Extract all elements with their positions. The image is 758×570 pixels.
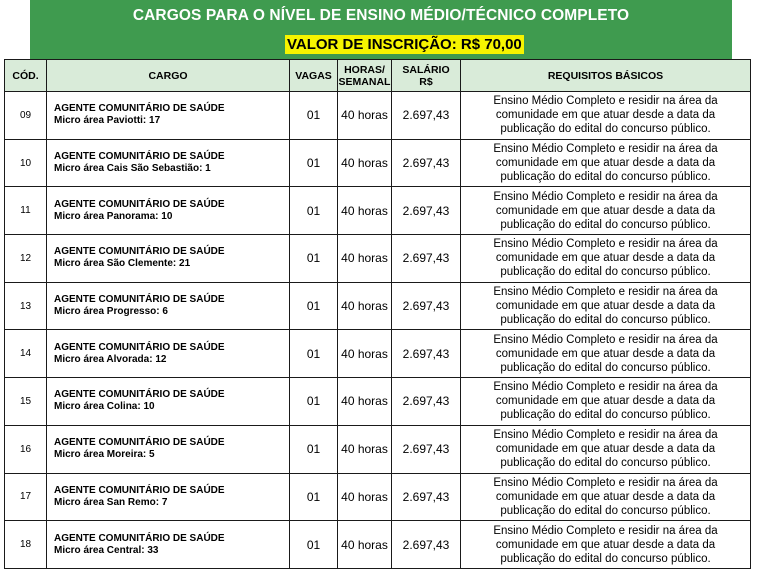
cargo-title: AGENTE COMUNITÁRIO DE SAÚDE bbox=[54, 484, 225, 496]
cell-horas: 40 horas bbox=[338, 139, 392, 187]
requisito-line: Ensino Médio Completo e residir na área da bbox=[493, 190, 718, 203]
requisito-line: Ensino Médio Completo e residir na área da bbox=[493, 95, 718, 108]
requisito-line: publicação do edital do concurso público. bbox=[500, 457, 711, 470]
requisito-line: publicação do edital do concurso público. bbox=[500, 171, 711, 184]
cell-cod: 12 bbox=[5, 235, 47, 283]
cargo-micro-area: Micro área Moreira: 5 bbox=[54, 449, 155, 461]
cell-salario: 2.697,43 bbox=[392, 92, 461, 140]
cargo-micro-area: Micro área Alvorada: 12 bbox=[54, 353, 167, 365]
table-row bbox=[5, 187, 751, 235]
cell-salario: 2.697,43 bbox=[392, 330, 461, 378]
cell-cod: 15 bbox=[5, 378, 47, 426]
requisito-line: Ensino Médio Completo e residir na área da bbox=[493, 429, 718, 442]
cell-horas: 40 horas bbox=[338, 92, 392, 140]
cell-salario: 2.697,43 bbox=[392, 425, 461, 473]
requisito-line: Ensino Médio Completo e residir na área da bbox=[493, 524, 718, 537]
cell-cargo bbox=[47, 425, 290, 473]
cell-vagas: 01 bbox=[290, 282, 338, 330]
requisito-line: Ensino Médio Completo e residir na área da bbox=[493, 143, 718, 156]
cargo-title: AGENTE COMUNITÁRIO DE SAÚDE bbox=[54, 246, 225, 258]
cell-requisitos bbox=[461, 378, 751, 426]
cell-salario: 2.697,43 bbox=[392, 282, 461, 330]
cell-horas: 40 horas bbox=[338, 235, 392, 283]
cell-requisitos bbox=[461, 521, 751, 569]
cell-salario: 2.697,43 bbox=[392, 235, 461, 283]
cell-vagas: 01 bbox=[290, 187, 338, 235]
col-header-cod: CÓD. bbox=[5, 60, 47, 92]
cargo-title: AGENTE COMUNITÁRIO DE SAÚDE bbox=[54, 389, 225, 401]
cell-cargo bbox=[47, 378, 290, 426]
cell-vagas: 01 bbox=[290, 473, 338, 521]
cell-cargo bbox=[47, 521, 290, 569]
cell-cod: 18 bbox=[5, 521, 47, 569]
cell-vagas: 01 bbox=[290, 235, 338, 283]
cargo-title: AGENTE COMUNITÁRIO DE SAÚDE bbox=[54, 294, 225, 306]
cargo-title: AGENTE COMUNITÁRIO DE SAÚDE bbox=[54, 437, 225, 449]
cell-requisitos bbox=[461, 330, 751, 378]
cell-vagas: 01 bbox=[290, 92, 338, 140]
col-header-horas bbox=[338, 60, 392, 92]
cargo-micro-area: Micro área Central: 33 bbox=[54, 544, 159, 556]
requisito-line: Ensino Médio Completo e residir na área da bbox=[493, 333, 718, 346]
requisito-line: comunidade em que atuar desde a data da bbox=[495, 443, 716, 456]
cargo-title: AGENTE COMUNITÁRIO DE SAÚDE bbox=[54, 151, 225, 163]
cell-salario: 2.697,43 bbox=[392, 521, 461, 569]
cargo-title: AGENTE COMUNITÁRIO DE SAÚDE bbox=[54, 341, 225, 353]
cell-salario: 2.697,43 bbox=[392, 473, 461, 521]
requisito-line: publicação do edital do concurso público. bbox=[500, 361, 711, 374]
requisito-line: Ensino Médio Completo e residir na área da bbox=[493, 286, 718, 299]
cargo-micro-area: Micro área Colina: 10 bbox=[54, 401, 155, 413]
cell-cod: 17 bbox=[5, 473, 47, 521]
cargo-micro-area: Micro área São Clemente: 21 bbox=[54, 258, 191, 270]
cell-cod: 16 bbox=[5, 425, 47, 473]
requisito-line: publicação do edital do concurso público. bbox=[500, 409, 711, 422]
requisito-line: comunidade em que atuar desde a data da bbox=[495, 538, 716, 551]
cell-requisitos bbox=[461, 425, 751, 473]
cell-cod: 11 bbox=[5, 187, 47, 235]
cell-vagas: 01 bbox=[290, 521, 338, 569]
cargo-micro-area: Micro área San Remo: 7 bbox=[54, 496, 168, 508]
table-row bbox=[5, 330, 751, 378]
table-row bbox=[5, 235, 751, 283]
requisito-line: comunidade em que atuar desde a data da bbox=[495, 109, 716, 122]
col-header-requisitos: REQUISITOS BÁSICOS bbox=[461, 60, 751, 92]
cell-horas: 40 horas bbox=[338, 521, 392, 569]
cell-requisitos bbox=[461, 282, 751, 330]
requisito-line: comunidade em que atuar desde a data da bbox=[495, 300, 716, 313]
requisito-line: Ensino Médio Completo e residir na área da bbox=[493, 381, 718, 394]
cargo-micro-area: Micro área Panorama: 10 bbox=[54, 210, 173, 222]
requisito-line: publicação do edital do concurso público. bbox=[500, 314, 711, 327]
cell-requisitos bbox=[461, 235, 751, 283]
cell-vagas: 01 bbox=[290, 378, 338, 426]
cell-salario: 2.697,43 bbox=[392, 378, 461, 426]
cargo-micro-area: Micro área Paviotti: 17 bbox=[54, 115, 161, 127]
requisito-line: publicação do edital do concurso público. bbox=[500, 552, 711, 565]
cargo-title: AGENTE COMUNITÁRIO DE SAÚDE bbox=[54, 198, 225, 210]
table-row bbox=[5, 378, 751, 426]
cell-cargo bbox=[47, 139, 290, 187]
cell-vagas: 01 bbox=[290, 330, 338, 378]
requisito-line: comunidade em que atuar desde a data da bbox=[495, 157, 716, 170]
col-header-horas-line2: SEMANAL bbox=[338, 75, 391, 88]
cell-requisitos bbox=[461, 187, 751, 235]
requisito-line: publicação do edital do concurso público. bbox=[500, 123, 711, 136]
cell-vagas: 01 bbox=[290, 139, 338, 187]
cell-cargo bbox=[47, 473, 290, 521]
requisito-line: publicação do edital do concurso público. bbox=[500, 218, 711, 231]
cell-cod: 13 bbox=[5, 282, 47, 330]
page-title: CARGOS PARA O NÍVEL DE ENSINO MÉDIO/TÉCNICO COMPLETO bbox=[132, 7, 630, 24]
cell-requisitos bbox=[461, 473, 751, 521]
table-header-row bbox=[5, 60, 751, 92]
cell-horas: 40 horas bbox=[338, 187, 392, 235]
col-header-salario bbox=[392, 60, 461, 92]
table-row bbox=[5, 139, 751, 187]
col-header-salario-line2: R$ bbox=[419, 75, 433, 88]
cell-cargo bbox=[47, 235, 290, 283]
cell-cargo bbox=[47, 187, 290, 235]
cell-cod: 09 bbox=[5, 92, 47, 140]
requisito-line: Ensino Médio Completo e residir na área da bbox=[493, 476, 718, 489]
requisito-line: publicação do edital do concurso público. bbox=[500, 266, 711, 279]
cargo-title: AGENTE COMUNITÁRIO DE SAÚDE bbox=[54, 532, 225, 544]
requisito-line: comunidade em que atuar desde a data da bbox=[495, 395, 716, 408]
cell-cod: 14 bbox=[5, 330, 47, 378]
cargo-micro-area: Micro área Progresso: 6 bbox=[54, 306, 168, 318]
cell-horas: 40 horas bbox=[338, 425, 392, 473]
col-header-horas-line1: HORAS/ bbox=[344, 63, 385, 76]
requisito-line: Ensino Médio Completo e residir na área da bbox=[493, 238, 718, 251]
col-header-cargo: CARGO bbox=[47, 60, 290, 92]
col-header-vagas: VAGAS bbox=[290, 60, 338, 92]
table-row bbox=[5, 425, 751, 473]
registration-fee: VALOR DE INSCRIÇÃO: R$ 70,00 bbox=[287, 36, 522, 53]
table-row bbox=[5, 92, 751, 140]
cell-horas: 40 horas bbox=[338, 282, 392, 330]
cell-cod: 10 bbox=[5, 139, 47, 187]
table-row bbox=[5, 473, 751, 521]
cell-vagas: 01 bbox=[290, 425, 338, 473]
cell-horas: 40 horas bbox=[338, 473, 392, 521]
cell-requisitos bbox=[461, 92, 751, 140]
positions-table bbox=[4, 59, 751, 569]
cell-cargo bbox=[47, 92, 290, 140]
requisito-line: comunidade em que atuar desde a data da bbox=[495, 204, 716, 217]
requisito-line: comunidade em que atuar desde a data da bbox=[495, 252, 716, 265]
cargo-micro-area: Micro área Cais São Sebastião: 1 bbox=[54, 163, 211, 175]
cell-horas: 40 horas bbox=[338, 330, 392, 378]
cell-cargo bbox=[47, 282, 290, 330]
requisito-line: comunidade em que atuar desde a data da bbox=[495, 490, 716, 503]
requisito-line: publicação do edital do concurso público. bbox=[500, 504, 711, 517]
table-row bbox=[5, 282, 751, 330]
cell-salario: 2.697,43 bbox=[392, 187, 461, 235]
table-row bbox=[5, 521, 751, 569]
title-banner bbox=[30, 0, 732, 59]
cell-salario: 2.697,43 bbox=[392, 139, 461, 187]
requisito-line: comunidade em que atuar desde a data da bbox=[495, 347, 716, 360]
col-header-salario-line1: SALÁRIO bbox=[402, 63, 450, 76]
cell-requisitos bbox=[461, 139, 751, 187]
cargo-title: AGENTE COMUNITÁRIO DE SAÚDE bbox=[54, 103, 225, 115]
cell-horas: 40 horas bbox=[338, 378, 392, 426]
cell-cargo bbox=[47, 330, 290, 378]
